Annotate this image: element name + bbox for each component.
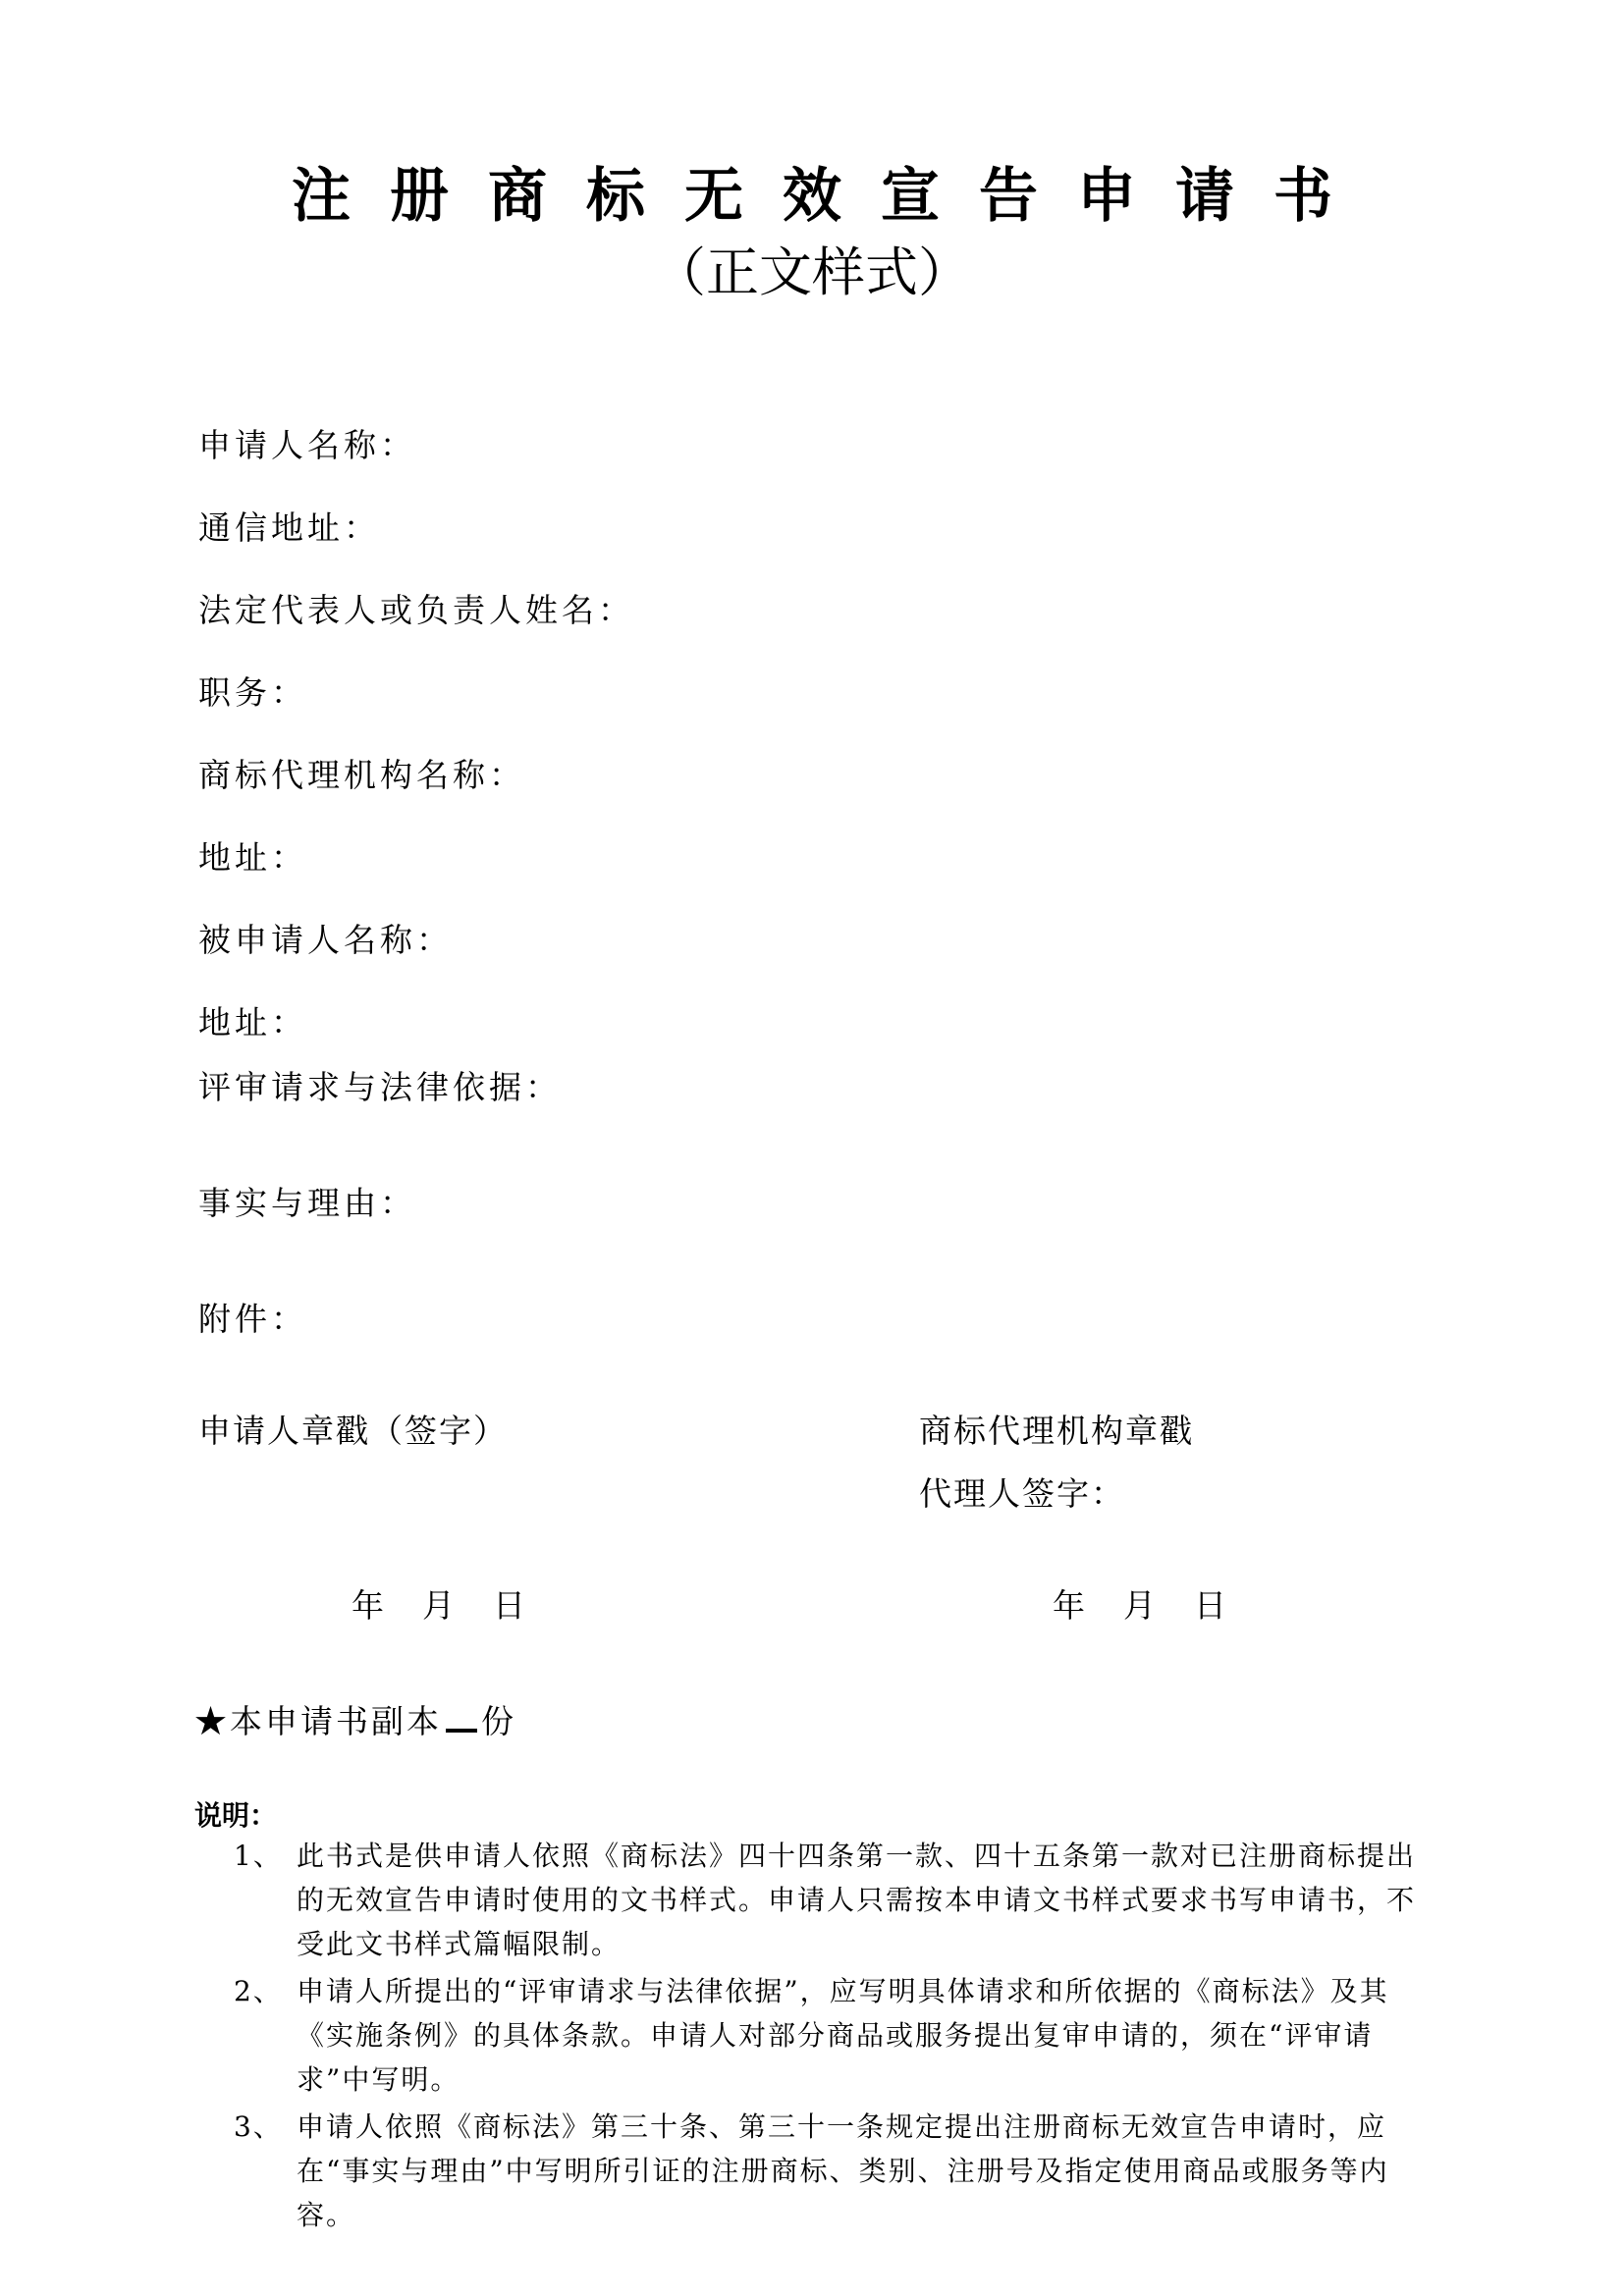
applicant-stamp-label: 申请人章戳（签字） — [198, 1412, 508, 1450]
note-number: 1、 — [234, 1840, 283, 1872]
note-text: 申请人所提出的“评审请求与法律依据”，应写明具体请求和所依据的《商标法》及其《实施条例》的具体条款。申请人对部分商品或服务提出复审申请的，须在“评审请求”中写明。 — [297, 1975, 1389, 2096]
field-agency-name: 商标代理机构名称： — [198, 756, 525, 794]
agency-date-month: 月 — [1123, 1586, 1156, 1625]
agency-stamp-label: 商标代理机构章戳 — [919, 1412, 1194, 1450]
field-agency-address: 地址： — [198, 838, 307, 877]
copies-prefix: 本申请书副本 — [230, 1702, 442, 1740]
copies-line — [194, 1700, 516, 1743]
note-text: 申请人依照《商标法》第三十条、第三十一条规定提出注册商标无效宣告申请时，应在“事实与理由”中写明所引证的注册商标、类别、注册号及指定使用商品或服务等内容。 — [297, 2110, 1389, 2231]
field-legal-representative: 法定代表人或负责人姓名： — [198, 591, 634, 629]
field-review-request-legal-basis: 评审请求与法律依据： — [198, 1068, 562, 1106]
applicant-date — [352, 1584, 564, 1628]
note-number: 3、 — [234, 2110, 283, 2143]
agency-date-year: 年 — [1053, 1586, 1085, 1625]
note-item — [234, 1834, 1432, 1966]
note-item — [234, 1969, 1432, 2102]
field-facts-and-reasons: 事实与理由： — [198, 1184, 416, 1222]
document-title: 注册商标无效宣告申请书 — [292, 162, 1372, 231]
agent-signature-label: 代理人签字： — [919, 1474, 1125, 1513]
note-text: 此书式是供申请人依照《商标法》四十四条第一款、四十五条第一款对已注册商标提出的无效宣告申请时使用的文书样式。申请人只需按本申请文书样式要求书写申请书，不受此文书样式篇幅限制。 — [297, 1840, 1417, 1960]
applicant-date-year: 年 — [352, 1586, 384, 1625]
applicant-date-month: 月 — [422, 1586, 455, 1625]
note-item — [234, 2105, 1432, 2237]
field-applicant-name: 申请人名称： — [198, 426, 416, 464]
note-number: 2、 — [234, 1975, 283, 2007]
field-attachments: 附件： — [198, 1300, 307, 1338]
notes-title: 说明： — [194, 1799, 278, 1832]
field-position: 职务： — [198, 673, 307, 712]
agency-date — [1053, 1584, 1265, 1628]
field-respondent-name: 被申请人名称： — [198, 921, 453, 959]
field-respondent-address: 地址： — [198, 1003, 307, 1041]
copies-count-blank — [446, 1701, 477, 1733]
applicant-date-day: 日 — [493, 1586, 525, 1625]
document-subtitle: （正文样式） — [653, 241, 971, 303]
copies-suffix: 份 — [481, 1702, 516, 1740]
agency-date-day: 日 — [1194, 1586, 1226, 1625]
field-mailing-address: 通信地址： — [198, 508, 380, 547]
star-icon: ★ — [194, 1702, 230, 1740]
